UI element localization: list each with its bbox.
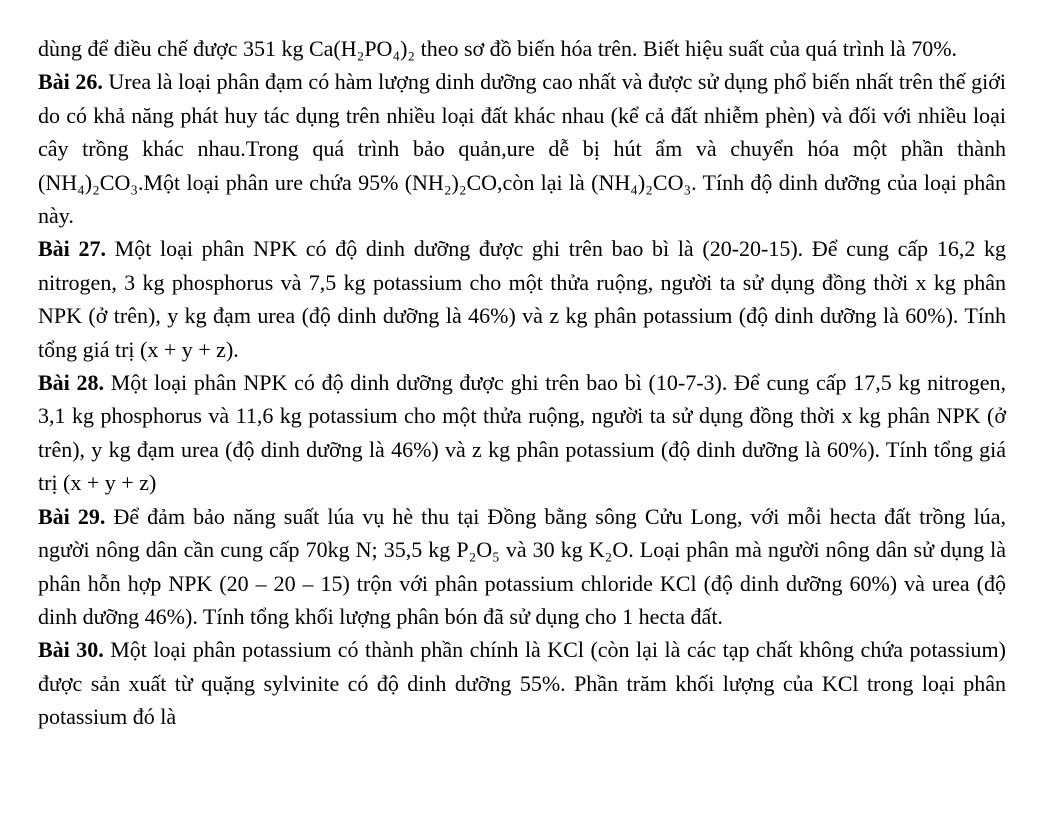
problem-number-label: Bài 26. — [38, 69, 103, 95]
problem-text: Một loại phân NPK có độ dinh dưỡng được ghi trên bao bì là (20-20-15). Để cung cấp 16,2 kg nitrogen, 3 kg phosphorus và 7,5 kg potassium cho một thửa ruộng, người ta sử dụng đồng thời x kg phân NPK (ở trên), y kg đạm urea (độ dinh dưỡng là 46%) và z kg phân potassium (độ dinh dưỡng là 60%). Tính tổng giá trị (x + y + z). — [38, 236, 1006, 362]
problem-text: Một loại phân NPK có độ dinh dưỡng được ghi trên bao bì (10-7-3). Để cung cấp 17,5 kg nitrogen, 3,1 kg phosphorus và 11,6 kg potassium cho một thửa ruộng, người ta sử dụng đồng thời x kg phân NPK (ở trên), y kg đạm urea (độ dinh dưỡng là 46%) và z kg phân potassium (độ dinh dưỡng là 60%). Tính tổng giá trị (x + y + z) — [38, 370, 1006, 496]
paragraph-bai-26 — [38, 65, 1006, 232]
paragraph-bai-27 — [38, 232, 1006, 366]
problem-text: dùng để điều chế được 351 kg Ca(H₂PO₄)₂ theo sơ đồ biến hóa trên. Biết hiệu suất của quá trình là 70%. — [38, 36, 958, 61]
problem-text: Một loại phân potassium có thành phần chính là KCl (còn lại là các tạp chất không chứa potassium) được sản xuất từ quặng sylvinite có độ dinh dưỡng 55%. Phần trăm khối lượng của KCl trong loại phân potassium đó là — [38, 637, 1006, 730]
problem-number-label: Bài 30. — [38, 637, 104, 663]
problem-number-label: Bài 28. — [38, 370, 105, 396]
problem-number-label: Bài 29. — [38, 503, 106, 529]
problem-number-label: Bài 27. — [38, 236, 106, 262]
paragraph-bai-30 — [38, 633, 1006, 733]
paragraph-bai-28 — [38, 366, 1006, 500]
problem-text: Để đảm bảo năng suất lúa vụ hè thu tại Đồng bằng sông Cửu Long, với mỗi hecta đất trồng lúa, người nông dân cần cung cấp 70kg N; 35,5 kg P₂O₅ và 30 kg K₂O. Loại phân mà người nông dân sử dụng là phân hỗn hợp NPK (20 – 20 – 15) trộn với phân potassium chloride KCl (độ dinh dưỡng 60%) và urea (độ dinh dưỡng 46%). Tính tổng khối lượng phân bón đã sử dụng cho 1 hecta đất. — [38, 503, 1007, 629]
paragraph-continuation — [38, 32, 1006, 65]
paragraph-bai-29 — [38, 500, 1006, 634]
problem-text: Urea là loại phân đạm có hàm lượng dinh dưỡng cao nhất và được sử dụng phổ biến nhất trên thế giới do có khả năng phát huy tác dụng trên nhiều loại đất khác nhau (kể cả đất nhiễm phèn) và đối với nhiều loại cây trồng khác nhau.Trong quá trình bảo quản,ure dễ bị hút ẩm và chuyển hóa một phần thành (NH₄)₂CO₃.Một loại phân ure chứa 95% (NH₂)₂CO,còn lại là (NH₄)₂CO₃. Tính độ dinh dưỡng của loại phân này. — [38, 69, 1006, 229]
